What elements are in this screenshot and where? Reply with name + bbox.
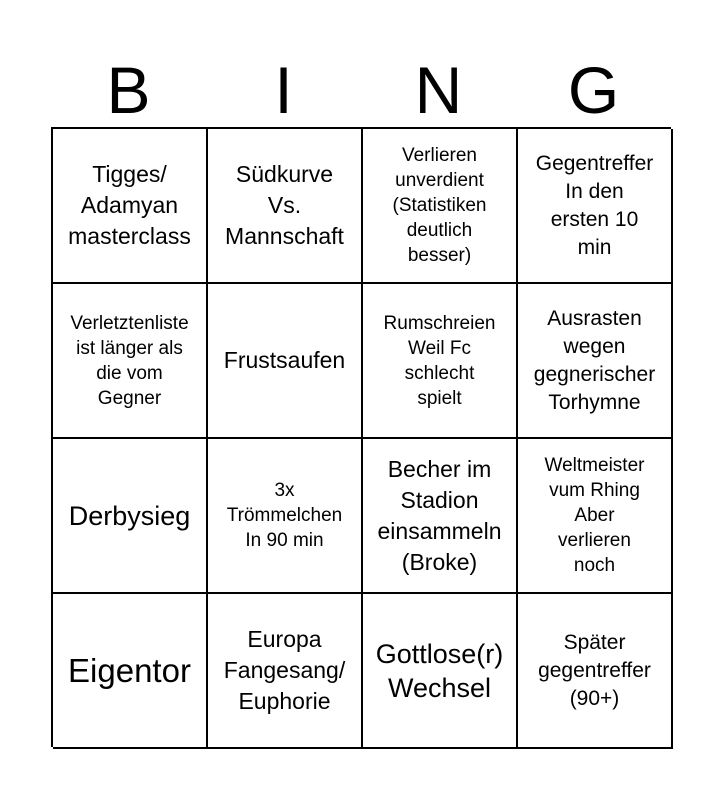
bingo-cell[interactable]: Gottlose(r) Wechsel	[363, 594, 518, 749]
bingo-cell[interactable]: Rumschreien Weil Fc schlecht spielt	[363, 284, 518, 439]
bingo-cell[interactable]: Derbysieg	[53, 439, 208, 594]
header-letter-g: G	[567, 53, 620, 127]
bingo-cell[interactable]: Südkurve Vs. Mannschaft	[208, 129, 363, 284]
bingo-cell[interactable]: Später gegentreffer (90+)	[518, 594, 673, 749]
bingo-cell[interactable]: Weltmeister vum Rhing Aber verlieren noch	[518, 439, 673, 594]
bingo-cell[interactable]: Verletztenliste ist länger als die vom Gegner	[53, 284, 208, 439]
header-letter-n: N	[414, 53, 463, 127]
bingo-cell[interactable]: Eigentor	[53, 594, 208, 749]
bingo-cell[interactable]: Tigges/ Adamyan masterclass	[53, 129, 208, 284]
bingo-cell[interactable]: Europa Fangesang/ Euphorie	[208, 594, 363, 749]
bingo-cell[interactable]: Frustsaufen	[208, 284, 363, 439]
bingo-cell[interactable]: Ausrasten wegen gegnerischer Torhymne	[518, 284, 673, 439]
bingo-grid	[51, 127, 671, 747]
bingo-cell[interactable]: 3x Trömmelchen In 90 min	[208, 439, 363, 594]
bingo-cell[interactable]: Verlieren unverdient (Statistiken deutlich besser)	[363, 129, 518, 284]
bingo-cell[interactable]: Becher im Stadion einsammeln (Broke)	[363, 439, 518, 594]
bingo-header	[51, 52, 671, 128]
bingo-cell[interactable]: Gegentreffer In den ersten 10 min	[518, 129, 673, 284]
header-letter-i: I	[274, 53, 293, 127]
header-letter-b: B	[106, 53, 151, 127]
